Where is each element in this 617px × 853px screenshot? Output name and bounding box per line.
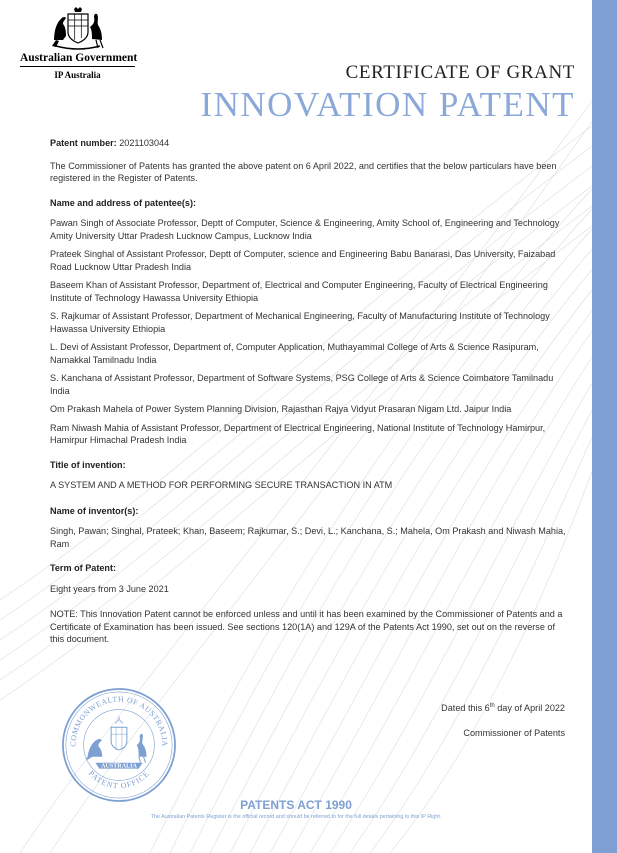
patentee-entry: Prateek Singhal of Assistant Professor, Deptt of Computer, science and Engineering Babu Banarasi, Das University, Faizabad Road Lucknow Uttar Pradesh India <box>50 249 556 272</box>
patent-office-seal <box>60 686 178 804</box>
australian-government-logo <box>20 6 138 80</box>
patentee-entry: S. Rajkumar of Assistant Professor, Department of Mechanical Engineering, Faculty of Manufacturing Institute of Technology Hawassa University Ethiopia <box>50 311 550 334</box>
invention-title: A SYSTEM AND A METHOD FOR PERFORMING SECURE TRANSACTION IN ATM <box>50 480 393 490</box>
commissioner-title: Commissioner of Patents <box>463 728 565 738</box>
coat-of-arms-icon <box>48 6 108 50</box>
seal-top-text: COMMONWEALTH OF AUSTRALIA <box>68 694 170 747</box>
patentee-entry: Om Prakash Mahela of Power System Planning Division, Rajasthan Rajya Vidyut Prasaran Nigam Ltd. Jaipur India <box>50 404 512 414</box>
patent-number-value: 2021103044 <box>119 138 170 148</box>
patentees-heading: Name and address of patentee(s): <box>50 197 197 208</box>
seal-bottom-text: PATENT OFFICE <box>86 768 152 791</box>
term-value: Eight years from 3 June 2021 <box>50 583 169 594</box>
logo-divider <box>20 66 135 67</box>
dated-prefix: Dated this 6 <box>441 703 490 714</box>
dated-ordinal: th <box>489 703 495 709</box>
patents-act-title: PATENTS ACT 1990 <box>240 798 352 812</box>
inventor-names: Singh, Pawan; Singhal, Prateek; Khan, Baseem; Rajkumar, S.; Devi, L.; Kanchana, S.; Mahela, Om Prakash and Niwash Mahia, Ram <box>50 526 566 549</box>
inventors-heading: Name of inventor(s): <box>50 505 139 516</box>
patentee-entry: Ram Niwash Mahia of Assistant Professor, Department of Electrical Engineering, National Institute of Technology Hamirpur, Hamirpur Himachal Pradesh India <box>50 422 546 445</box>
patent-number-label: Patent number: <box>50 138 117 148</box>
right-accent-bar <box>592 0 617 853</box>
register-note: The Australian Patents Register is the official record and should be referred to for the full details pertaining to this IP Right. <box>150 814 442 820</box>
invention-title-heading: Title of invention: <box>50 459 126 470</box>
dated-rest: day of April 2022 <box>494 703 565 714</box>
patentee-entry: L. Devi of Assistant Professor, Department of, Computer Application, Muthayammal College of Arts & Science Rasipuram, Namakkal Tamilnadu India <box>50 342 539 365</box>
patent-type-title: INNOVATION PATENT <box>200 85 575 124</box>
patentee-entry: Pawan Singh of Associate Professor, Deptt of Computer, Science & Engineering, Amity School of, Engineering and Technology Amity University Uttar Pradesh Lucknow Campus, Lucknow India <box>50 218 560 241</box>
term-heading: Term of Patent: <box>50 563 117 573</box>
patent-number-line <box>50 137 570 150</box>
grant-statement: The Commissioner of Patents has granted the above patent on 6 April 2022, and certifies that the below particulars have been registered in the Register of Patents. <box>50 160 557 183</box>
dated-line <box>410 703 565 713</box>
patentee-entry: S. Kanchana of Assistant Professor, Department of Software Systems, PSG College of Arts & Science Coimbatore Tamilnadu India <box>50 373 554 396</box>
government-name: Australian Government <box>20 52 138 64</box>
enforcement-note: NOTE: This Innovation Patent cannot be enforced unless and until it has been examined by the Commissioner of Patents and a Certificate of Examination has been issued. See sections 120(1A) and 129A of the Patents Act 1990, set out on the reverse of this document. <box>50 609 563 644</box>
certificate-title: CERTIFICATE OF GRANT <box>345 62 575 83</box>
patentee-entry: Baseem Khan of Assistant Professor, Department of, Electrical and Computer Engineering, Faculty of Electrical Engineering Institute of Technology Hawassa University Ethiopia <box>50 280 548 303</box>
seal-banner-text: AUSTRALIA <box>101 763 137 770</box>
certificate-body <box>50 137 570 646</box>
agency-name: IP Australia <box>54 70 101 80</box>
